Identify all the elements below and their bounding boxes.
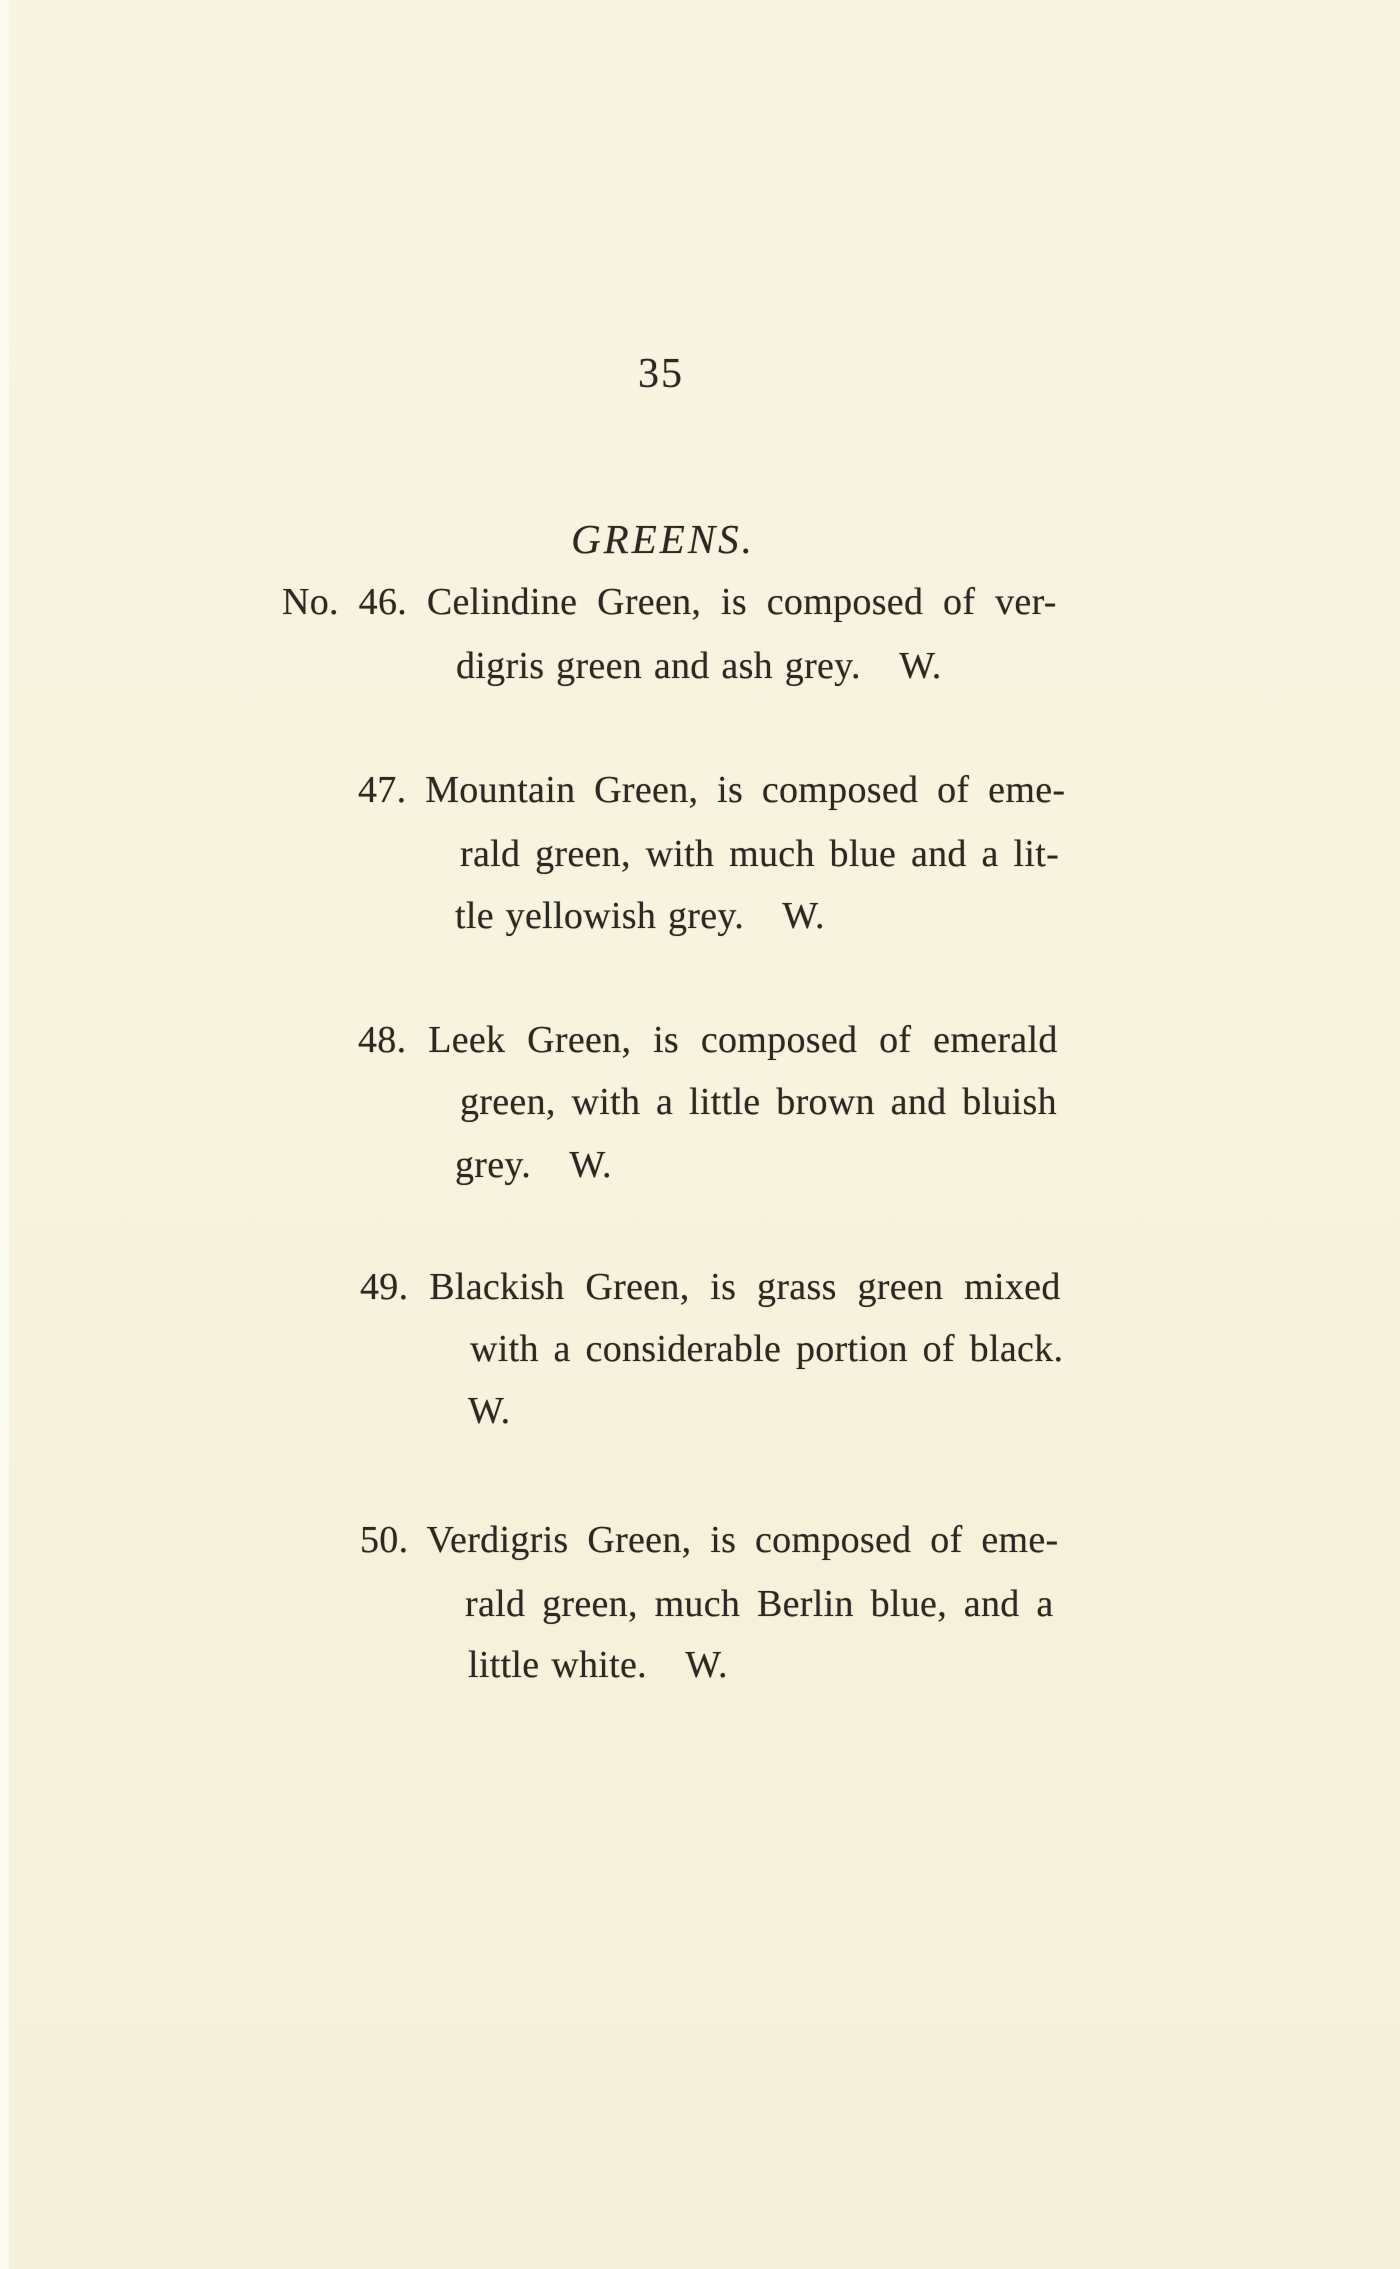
entry-50-line-2: rald green, much Berlin blue, and a <box>465 1583 1054 1625</box>
entry-50-line-1: 50. Verdigris Green, is composed of eme- <box>360 1519 1059 1561</box>
section-heading: GREENS. <box>571 516 755 562</box>
entry-48-line-2: green, with a little brown and bluish <box>460 1081 1057 1123</box>
entry-47-line-3: tle yellowish grey. W. <box>455 895 825 937</box>
entry-49-line-3: W. <box>468 1390 511 1432</box>
entry-49-line-1: 49. Blackish Green, is grass green mixed <box>360 1266 1061 1308</box>
entry-49-line-2: with a considerable portion of black. <box>470 1328 1064 1370</box>
entry-47-line-1: 47. Mountain Green, is composed of eme- <box>358 769 1066 811</box>
entry-50-line-3: little white. W. <box>468 1644 728 1686</box>
page-edge <box>0 0 9 2269</box>
page-number: 35 <box>638 351 684 397</box>
entry-46-line-1: No. 46. Celindine Green, is composed of ver- <box>282 581 1057 623</box>
entry-46-line-2: digris green and ash grey. W. <box>456 645 942 687</box>
entry-48-line-1: 48. Leek Green, is composed of emerald <box>358 1019 1058 1061</box>
entry-47-line-2: rald green, with much blue and a lit- <box>460 833 1060 875</box>
entry-48-line-3: grey. W. <box>455 1144 612 1186</box>
